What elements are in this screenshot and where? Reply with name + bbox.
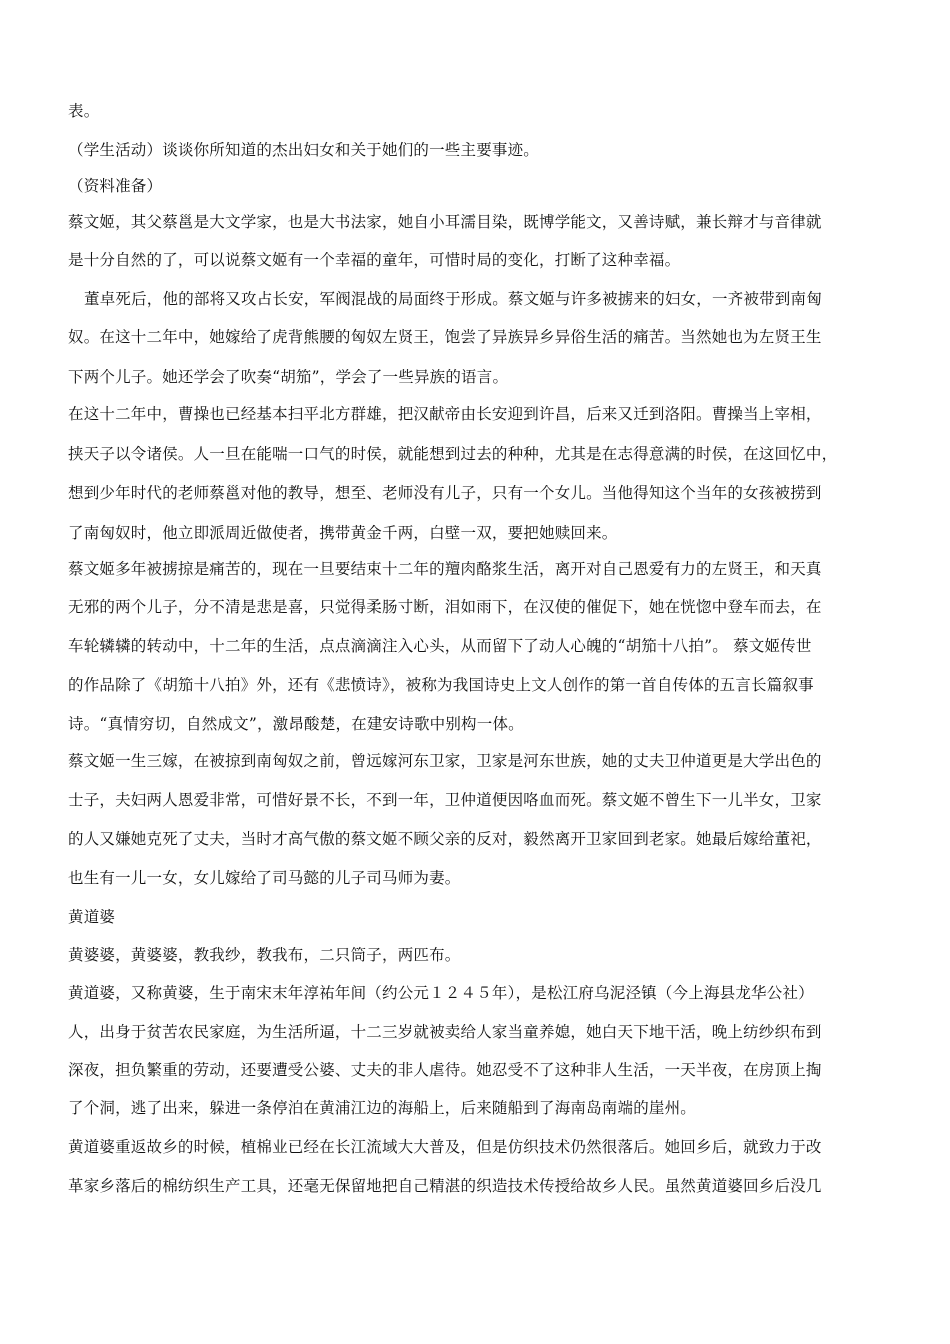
paragraph-line: 的作品除了《胡笳十八拍》外，还有《悲愤诗》，被称为我国诗史上文人创作的第一首自传体的五言长篇叙事 [68,676,814,694]
paragraph-line: 人，出身于贫苦农民家庭，为生活所逼，十二三岁就被卖给人家当童养媳，她白天下地干活，晚上纺纱织布到 [68,1023,822,1041]
paragraph-line: 黄道婆重返故乡的时候，植棉业已经在长江流域大大普及，但是仿织技术仍然很落后。她回乡后，就致力于改 [68,1138,822,1156]
paragraph-line: 也生有一儿一女，女儿嫁给了司马懿的儿子司马师为妻。 [68,869,461,887]
paragraph-line: 的人又嫌她克死了丈夫，当时才高气傲的蔡文姬不顾父亲的反对，毅然离开卫家回到老家。她最后嫁给董祀， [68,830,822,848]
paragraph-line: 无邪的两个儿子，分不清是悲是喜，只觉得柔肠寸断，泪如雨下，在汉使的催促下，她在恍惚中登车而去，在 [68,598,822,616]
paragraph-line: 蔡文姬一生三嫁，在被掠到南匈奴之前，曾远嫁河东卫家，卫家是河东世族，她的丈夫卫仲道更是大学出色的 [68,752,822,770]
paragraph-line: 蔡文姬，其父蔡邕是大文学家，也是大书法家，她自小耳濡目染，既博学能文，又善诗赋，兼长辩才与音律就 [68,213,822,231]
paragraph-line: （资料准备） [68,177,163,195]
paragraph-line: 表。 [68,102,100,120]
section-heading: 黄道婆 [68,908,116,926]
paragraph-line: 黄婆婆，黄婆婆，教我纱，教我布，二只筒子，两匹布。 [68,946,461,964]
paragraph-line: 挟天子以令诸侯。人一旦在能喘一口气的时侯，就能想到过去的种种，尤其是在志得意满的时侯，在这回忆中， [68,445,838,463]
paragraph-line: 革家乡落后的棉纺织生产工具，还毫无保留地把自己精湛的织造技术传授给故乡人民。虽然黄道婆回乡后没几 [68,1177,822,1195]
paragraph-line: 奴。在这十二年中，她嫁给了虎背熊腰的匈奴左贤王，饱尝了异族异乡异俗生活的痛苦。当然她也为左贤王生 [68,328,822,346]
paragraph-line: 董卓死后，他的部将又攻占长安，军阀混战的局面终于形成。蔡文姬与许多被掳来的妇女，一齐被带到南匈 [84,290,822,308]
paragraph-line: 下两个儿子。她还学会了吹奏“胡笳”，学会了一些异族的语言。 [68,368,509,386]
paragraph-line: 在这十二年中，曹操也已经基本扫平北方群雄，把汉献帝由长安迎到许昌，后来又迁到洛阳。曹操当上宰相， [68,405,822,423]
paragraph-line: 蔡文姬多年被掳掠是痛苦的，现在一旦要结束十二年的羶肉酪浆生活，离开对自己恩爱有力的左贤王，和天真 [68,560,822,578]
paragraph-line: 深夜，担负繁重的劳动，还要遭受公婆、丈夫的非人虐待。她忍受不了这种非人生活，一天半夜，在房顶上掏 [68,1061,822,1079]
paragraph-line: 黄道婆，又称黄婆，生于南宋末年淳祐年间（约公元１２４５年），是松江府乌泥泾镇（今上海县龙华公社） [68,984,814,1002]
paragraph-line: 了个洞，逃了出来，躲进一条停泊在黄浦江边的海船上，后来随船到了海南岛南端的崖州。 [68,1099,697,1117]
paragraph-line: 诗。“真情穷切，自然成文”，激昂酸楚，在建安诗歌中别构一体。 [68,715,524,733]
paragraph-line: 士子，夫妇两人恩爱非常，可惜好景不长，不到一年，卫仲道便因咯血而死。蔡文姬不曾生下一儿半女，卫家 [68,791,822,809]
paragraph-line: 车轮辚辚的转动中，十二年的生活，点点滴滴注入心头，从而留下了动人心魄的“胡笳十八拍”。 蔡文姬传世 [68,637,812,655]
paragraph-line: 想到少年时代的老师蔡邕对他的教导，想至、老师没有儿子，只有一个女儿。当他得知这个当年的女孩被捞到 [68,484,822,502]
paragraph-line: （学生活动）谈谈你所知道的杰出妇女和关于她们的一些主要事迹。 [68,141,540,159]
paragraph-line: 了南匈奴时，他立即派周近做使者，携带黄金千两，白壁一双，要把她赎回来。 [68,524,618,542]
paragraph-line: 是十分自然的了，可以说蔡文姬有一个幸福的童年，可惜时局的变化，打断了这种幸福。 [68,251,681,269]
